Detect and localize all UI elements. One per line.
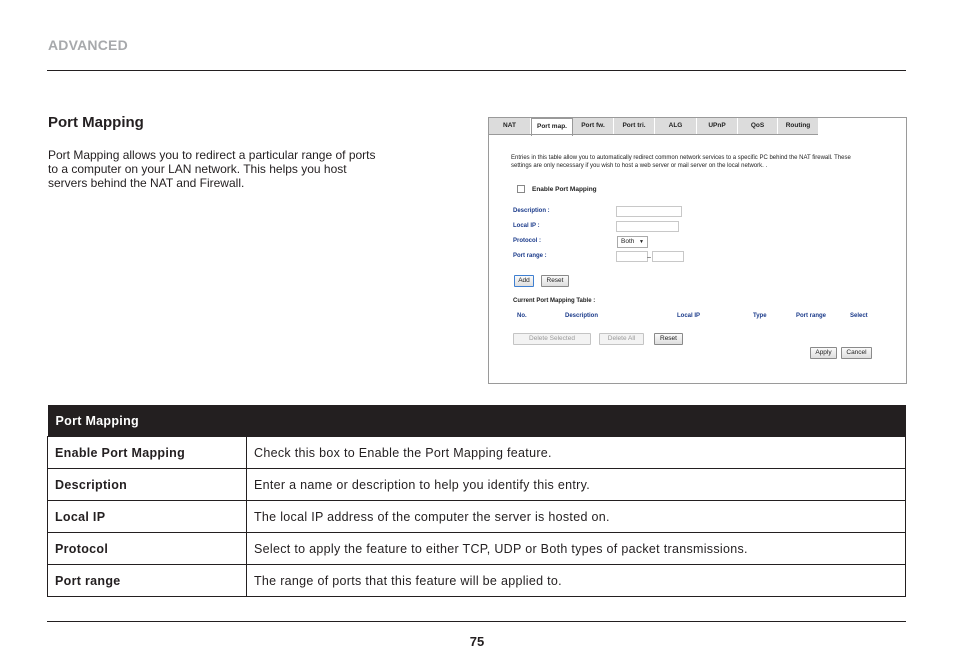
row-term: Description [48, 469, 247, 501]
table-header: Port Mapping [48, 405, 906, 437]
table-row [48, 469, 906, 501]
cancel-button[interactable]: Cancel [841, 347, 872, 359]
intro-paragraph: Port Mapping allows you to redirect a particular range of ports to a computer on your LAN network. This helps you host servers behind the NAT and Firewall. [48, 148, 376, 190]
row-description: The local IP address of the computer the server is hosted on. [247, 501, 906, 533]
row-term: Enable Port Mapping [48, 437, 247, 469]
row-description: Enter a name or description to help you identify this entry. [247, 469, 906, 501]
col-select: Select [850, 313, 868, 319]
tab-port-tri[interactable]: Port tri. [614, 118, 655, 134]
chevron-down-icon: ▼ [639, 239, 644, 245]
row-term: Local IP [48, 501, 247, 533]
description-input[interactable] [616, 206, 682, 217]
tab-upnp[interactable]: UPnP [697, 118, 738, 134]
protocol-value: Both [621, 238, 635, 245]
local-ip-label: Local IP : [513, 223, 540, 229]
col-no: No. [517, 313, 527, 319]
top-divider [47, 70, 906, 71]
enable-checkbox[interactable] [517, 185, 525, 193]
col-description: Description [565, 313, 599, 319]
delete-all-button[interactable]: Delete All [599, 333, 644, 345]
col-type: Type [753, 313, 767, 319]
port-range-label: Port range : [513, 253, 547, 259]
port-range-separator: ~ [647, 255, 652, 262]
field-description-table [47, 405, 906, 597]
router-screenshot [488, 117, 907, 384]
bottom-divider [47, 621, 906, 622]
tab-underline [489, 134, 818, 135]
page-title: Port Mapping [48, 114, 144, 131]
tab-nat[interactable]: NAT [489, 118, 531, 134]
delete-selected-button[interactable]: Delete Selected [513, 333, 591, 345]
tab-port-fw[interactable]: Port fw. [573, 118, 614, 134]
col-local-ip: Local IP [677, 313, 701, 319]
info-text: Entries in this table allow you to automatically redirect common network services to a specific PC behind the NAT firewall. These settings are only necessary if you wish to host a web server or mail server on the local network. . [511, 155, 851, 169]
tab-bar [489, 118, 819, 135]
table-row [48, 565, 906, 597]
add-button[interactable]: Add [514, 275, 534, 287]
tab-routing[interactable]: Routing [778, 118, 819, 134]
reset-table-button[interactable]: Reset [654, 333, 683, 345]
port-range-end-input[interactable] [652, 251, 684, 262]
enable-port-mapping-row[interactable] [517, 185, 597, 193]
apply-button[interactable]: Apply [810, 347, 837, 359]
protocol-label: Protocol : [513, 238, 541, 244]
row-term: Port range [48, 565, 247, 597]
row-description: Check this box to Enable the Port Mapping feature. [247, 437, 906, 469]
mapping-table-title: Current Port Mapping Table : [513, 298, 596, 304]
col-port-range: Port range [796, 313, 827, 319]
row-description: The range of ports that this feature will be applied to. [247, 565, 906, 597]
row-term: Protocol [48, 533, 247, 565]
tab-port-map[interactable]: Port map. [531, 118, 573, 136]
section-label: ADVANCED [48, 37, 128, 53]
description-label: Description : [513, 208, 550, 214]
table-row [48, 437, 906, 469]
tab-alg[interactable]: ALG [655, 118, 697, 134]
protocol-select[interactable] [617, 236, 648, 248]
tab-qos[interactable]: QoS [738, 118, 778, 134]
page-number: 75 [469, 634, 485, 649]
local-ip-input[interactable] [616, 221, 679, 232]
row-description: Select to apply the feature to either TCP, UDP or Both types of packet transmissions. [247, 533, 906, 565]
table-row [48, 533, 906, 565]
port-range-start-input[interactable] [616, 251, 648, 262]
enable-label: Enable Port Mapping [532, 185, 597, 193]
reset-button[interactable]: Reset [541, 275, 569, 287]
table-row [48, 501, 906, 533]
